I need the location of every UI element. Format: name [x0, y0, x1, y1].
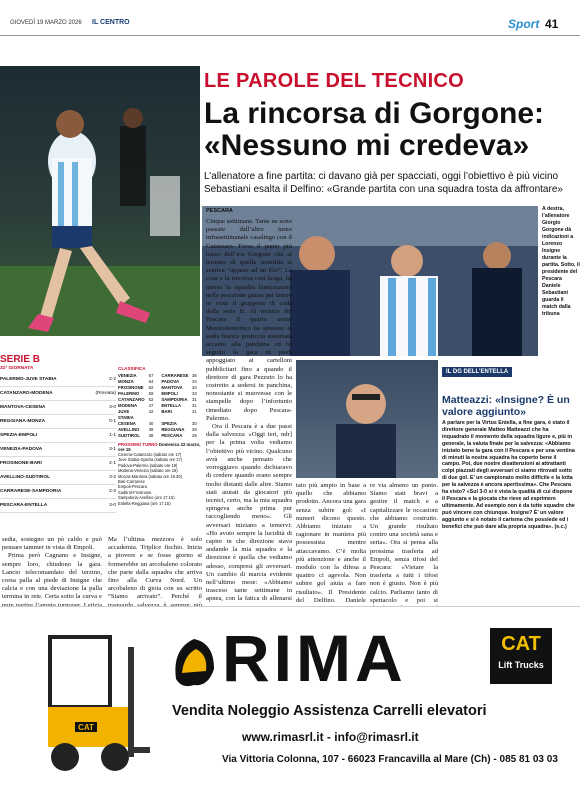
- standings-team: CATANZARO: [118, 397, 145, 402]
- result-score: 2-3: [109, 488, 116, 494]
- standings-title: CLASSIFICA: [118, 366, 146, 371]
- result-match: SPEZIA-EMPOLI: [0, 432, 38, 438]
- standings-team: SUDTIROL: [118, 433, 140, 438]
- result-match: MANTOVA-CESENA: [0, 404, 46, 410]
- sidebar-headline: Matteazzi: «Insigne? È un valore aggiunto»: [442, 394, 570, 418]
- standings-pts: 67: [148, 373, 154, 378]
- result-match: CARRARESE-SAMPDORIA: [0, 488, 62, 494]
- standings-team2: SAMPDORIA: [161, 397, 188, 402]
- result-match: FROSINONE-BARI: [0, 460, 42, 466]
- standings-pts: 59: [148, 391, 154, 396]
- round-label: 31ª GIORNATA: [0, 366, 34, 371]
- player-photo-illustration: [0, 66, 200, 336]
- result-match: CATANZARO-MODENA: [0, 390, 53, 396]
- result-match: PESCARA-ENTELLA: [0, 502, 48, 508]
- standings-pts: 40: [148, 421, 154, 426]
- left-column-1-para-2: Prima però Cagnano e Insigne, sempre loro, chiudono la gara. Lancio telecomandato del terzino, corsa palla al piede di Insigne che calcia e con una deviazione la palla termina in rete. Certa sotto la curva e: [2, 552, 102, 601]
- next-round-item: Bari-Carrarese: [118, 479, 145, 485]
- standings-team2: EMPOLI: [161, 391, 178, 396]
- cat-brand: CAT: [501, 633, 541, 655]
- result-row: [0, 415, 116, 429]
- standings-team2: BARI: [161, 409, 172, 414]
- next-round-item: Monza-Mantova (sabato ore 19.30): [118, 473, 182, 479]
- standings-pts: 38: [148, 433, 154, 438]
- next-round-item: Padova-Palermo (sabato ore 19): [118, 462, 178, 468]
- next-round-item: Sudtirol-Frosinone: [118, 489, 152, 495]
- standings-row: [118, 433, 202, 439]
- result-row: [0, 499, 116, 513]
- lion-logo-icon: [168, 629, 220, 691]
- standings-team2: PESCARA: [161, 433, 183, 438]
- president-photo-illustration: [296, 360, 438, 478]
- result-score: (Rinviata): [95, 390, 116, 396]
- sidebar-body: A parlare per la Virtus Entella, a fine gara, è stato il direttore generale Matteo Matteazzi che ha inquadrato il momento della squadra ligure e, più in generale, la valuta finale per la salvezza: «Abbiamo iniziato bene la gara con il Pescara e per una ventina di minuti la nostra squadra ha coperto bene il campo. Poi, due nostre disattenzioni ai attrattanti colpi piazzati degli avversari ci siamo ritrovati sotto di due gol. E’ un campionato molto difficile e la lotta per la salvezza è ancora apertissima». Che Pescara ha visto? «Sul 3-0 si è vista la qualità di cui dispone il Pescara e la giocata che rieve ad esprimere ultimamente. Ad esempio non è da tutte squadre che può vincere con chiunque. Insigne? È’ un valore aggiunto e si è notato il carisma che possiede ed i benefici che può dare alla propria squadra». (e.c.): [442, 420, 575, 530]
- result-row: [0, 443, 116, 457]
- result-row: [0, 401, 116, 415]
- next-round-item: Modena-Venezia (sabato ore 19): [118, 468, 178, 474]
- standings-pts2: 31: [191, 397, 197, 402]
- standings-pts: 52: [148, 397, 154, 402]
- president-photo: [296, 360, 438, 478]
- standings-pts: 47: [148, 403, 154, 408]
- article-kicker: LE PAROLE DEL TECNICO: [204, 70, 465, 92]
- standings-team: JUVE STABIA: [118, 409, 134, 420]
- standings-team: VENEZIA: [118, 373, 137, 378]
- standings-pts: 64: [148, 379, 154, 384]
- next-round-list: [118, 452, 202, 506]
- article-column-1-para-1: Cinque settimane. Tante ne sono passate dall’altro turno infrasettimanale casalingo con il Catanzaro. Forse il punto più basso dell’era Gorgone che al termine di quella sconfitta si sentiva “appeso ad un filo”. La cosa e la rincorsa così lunga, ha messo la squadra biancazzurra nella posizione giusta per tenere in vista il gruppone di coda della serie B. Al tecnico del Pescara il quarto uomo Mastrodomenico ha spostato la sedia bianca posticcia sistemata accanto alla panchina ed ha seguito la gara in piedi appoggiato ai cartelloni pubblicitari fino a quando il direttore di gara Pezzuto lo ha costretto a sedersi in panchina, nonostante si muovesse con le stampelle dopo l’infortunio rimediato dopo Pescara-Palermo.: [206, 218, 292, 422]
- standings-team: CESENA: [118, 421, 136, 426]
- left-column-1-para-1: sedia, sostegno un pò caldo e può pensare tammer in vista di Empoli.: [2, 536, 102, 552]
- article-column-1-para-2: Ora il Pescara è a due passi dalla salvezza: «Oggi ieri, ndr] per la prima volta vediamo l’obiettivo più vicino. Qualcuno avrà anche pensato che vorreggiavo quando dichiaravo di credere quando erano sempre molto distanti dalle altre. Siamo stati aiutati da giocatori più tecnici, certo, ma la mia squadra spingeva anche prima pur raccogliendo meno». Gli avversari iniziano a temervi: «Ho avuto sempre la lucidità di capire in che direzione stava andando la mia squadra e la direzione è quella che vediamo adesso, compresi gli avversari. Un cambio di marcia evidente nell’ultimo mese: «Abbiamo trasceso tante settimane in apnea, con la fatica di allenarsi: [206, 423, 292, 602]
- cat-lift-trucks-logo: [490, 628, 552, 684]
- serie-b-results: [0, 354, 116, 508]
- result-match: PALERMO-JUVE STABIA: [0, 376, 57, 382]
- cat-sub: Lift Trucks: [498, 660, 544, 670]
- result-score: 1-1: [109, 432, 116, 438]
- article-column-3: [370, 482, 438, 606]
- standings-team: MONZA: [118, 379, 134, 384]
- standings-table: [118, 354, 202, 506]
- result-score: 3-0: [109, 404, 116, 410]
- forklift-icon: [40, 627, 150, 777]
- ad-website[interactable]: www.rimasrl.it - info@rimasrl.it: [242, 730, 419, 744]
- article-subtitle: L’allenatore a fine partita: ci davano già per spacciati, oggi l’obiettivo è più vicino Sebastiani esalta il Delfino: «Grande partita con una squadra tosta da affrontare»: [204, 171, 563, 195]
- standings-team: PALERMO: [118, 391, 140, 396]
- result-score: 3-2: [109, 474, 116, 480]
- article-headline: [204, 98, 574, 162]
- photo-caption: A destra, l’allenatore Giorgio Gorgone dà indicazioni a Lorenzo Insigne durante la partita. Sotto, il presidente del Pescara Daniele Sebastiani guarda il match dalla tribuna: [542, 206, 580, 317]
- next-round-date: Domenica 22 marzo, ore 15: [118, 442, 201, 452]
- left-column-2-para: Ma l’ultima mezzora è solo accademia. Triplice fischio. Inizia a piovere e se fosse giorno si formerebbe un arcobaleno colorato che parte dalla squadra che arriva fino alla Curva Nord. Un arcobaleno di gioia con su scritto “Siamo arrivato”. Perché il: [108, 536, 202, 601]
- article-column-2-para: tato più ampio in base a quello che abbiamo prodotto. Ancora una gara senza subire gol: «I numeri dicono questo. Abbiamo iniziato a ragionare in maniera più possessista mentre attaccavamo. C’è molta più attenzione e anche il modulo con la difesa a quattro ci agevola. Non subire gol aiuta a fare risultato». Il Presidente del Delfino, Daniele: [296, 482, 366, 602]
- sidebar-tag: IL DG DELL’ENTELLA: [442, 367, 512, 377]
- headline-line-2: «Nessuno mi credeva»: [204, 129, 530, 162]
- standings-team: MODENA: [118, 403, 138, 408]
- page-number: 41: [545, 17, 559, 31]
- results-list: [0, 373, 116, 513]
- standings-pts2: 31: [191, 409, 197, 414]
- standings-pts2: 29: [191, 433, 197, 438]
- newspaper-name: IL CENTRO: [92, 19, 130, 26]
- standings-pts2: 34: [191, 379, 197, 384]
- standings-pts2: 31: [191, 403, 197, 408]
- result-row: [0, 373, 116, 387]
- standings-pts2: 36: [191, 373, 197, 378]
- ad-address: Via Vittoria Colonna, 107 - 66023 Francavilla al Mare (Ch) - 085 81 03 03: [222, 754, 558, 765]
- standings-pts2: 30: [191, 421, 197, 426]
- standings-pts: 42: [148, 409, 154, 414]
- headline-line-1: La rincorsa di Gorgone:: [204, 97, 545, 130]
- result-score: 2-2: [109, 376, 116, 382]
- result-match: REGGIANA-MONZA: [0, 418, 46, 424]
- standings-team2: ENTELLA: [161, 403, 182, 408]
- article-column-3-para: re via almeno un punto. Siamo stati bravi a gestire il match e a capitalizzare le occasioni che abbiamo costruito. Un grande risultato contro una società sana e seria». Ora si pensa alla prossima trasferta ad Empoli, senza tifosi del Pescara: «Vietare la trasferta a tutti i tifosi non è giusto. Non è più calcio. Parliamo tanto di spettacolo e poi si: [370, 482, 438, 604]
- standings-team2: SPEZIA: [161, 421, 177, 426]
- standings-team2: REGGIANA: [161, 427, 185, 432]
- issue-date: GIOVEDÌ 19 MARZO 2026: [10, 20, 82, 26]
- result-match: VENEZIA-PADOVA: [0, 446, 43, 452]
- result-row: [0, 457, 116, 471]
- section-label: Sport: [508, 17, 540, 31]
- standings-row: [118, 409, 202, 421]
- result-row: [0, 387, 116, 401]
- standings-pts2: 33: [191, 391, 197, 396]
- standings-team2: CARRARESE: [161, 373, 189, 378]
- standings-pts: 39: [148, 427, 154, 432]
- standings-team2: PADOVA: [161, 379, 180, 384]
- standings-team2: MANTOVA: [161, 385, 183, 390]
- page-header: [0, 0, 580, 36]
- match-photo: [0, 66, 200, 336]
- forklift-model-label: CAT: [78, 723, 94, 732]
- result-row: [0, 429, 116, 443]
- next-round-item: Sampdoria-Avellino (ore 17.15): [118, 495, 175, 501]
- result-score: 3-0: [109, 502, 116, 508]
- location-tag: PESCARA: [206, 208, 233, 214]
- result-row: [0, 471, 116, 485]
- article-column-2: [296, 482, 366, 602]
- ad-brand-logo: RIMA: [222, 621, 407, 695]
- next-round-item: Juve Stabia-Spezia (sabato ore 17): [118, 457, 183, 463]
- next-round-title: PROSSIMO TURNO: [118, 442, 158, 447]
- standings-team: AVELLINO: [118, 427, 140, 432]
- sidebar-interview: [442, 360, 576, 600]
- next-round-item: Entella-Reggiana (ore 17.15): [118, 500, 171, 506]
- next-round-item: Empoli-Pescara: [118, 484, 147, 490]
- standings-team: FROSINONE: [118, 385, 144, 390]
- ad-services: Vendita Noleggio Assistenza Carrelli elevatori: [172, 703, 487, 719]
- result-match: AVELLINO-SUDTIROL: [0, 474, 51, 480]
- article-column-1: [206, 218, 292, 602]
- standings-list: [118, 373, 202, 439]
- standings-pts2: 28: [191, 427, 197, 432]
- result-score: 0-1: [109, 418, 116, 424]
- result-score: 3-1: [109, 446, 116, 452]
- standings-pts2: 34: [191, 385, 197, 390]
- result-score: 2-1: [109, 460, 116, 466]
- standings-pts: 62: [148, 385, 154, 390]
- result-row: [0, 485, 116, 499]
- serie-b-title: SERIE B: [0, 354, 41, 365]
- next-round-item: Cesena-Catanzaro (sabato ore 17): [118, 452, 182, 457]
